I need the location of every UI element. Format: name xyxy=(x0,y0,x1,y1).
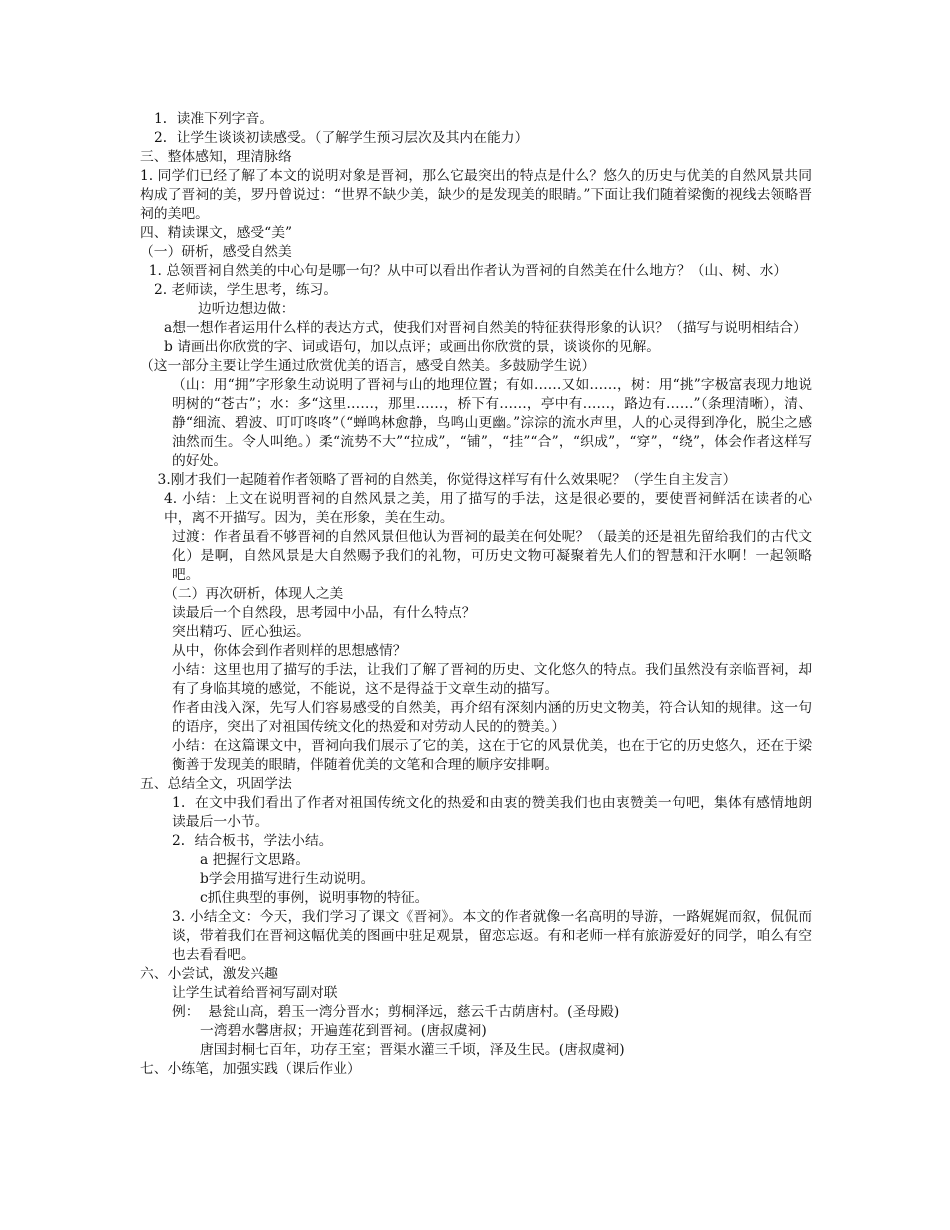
feature-answer: 突出精巧、匠心独运。 xyxy=(172,624,310,640)
task-b: b 请画出你欣赏的字、词或语句，加以点评；或画出你欣赏的景，谈谈你的见解。 xyxy=(164,339,661,355)
section-4-heading: 四、精读课文，感受“美” xyxy=(140,225,293,241)
feeling-question: 从中，你体会到作者则样的思想感情？ xyxy=(172,643,407,659)
document-page xyxy=(140,110,812,1079)
couplet-example-3: 唐国封桐七百年，功存王室；晋渠水灌三千顷，泽及生民。(唐叔虞祠) xyxy=(200,1042,625,1058)
step-teacher-reads: 2. 老师读，学生思考，练习。 xyxy=(154,282,338,298)
section-3-heading: 三、整体感知，理清脉络 xyxy=(140,149,292,165)
method-b: b学会用描写进行生动说明。 xyxy=(200,871,375,887)
couplet-instruction: 让学生试着给晋祠写副对联 xyxy=(172,985,338,1001)
step-read-pronunciation: 1．读准下列字音。 xyxy=(154,111,274,127)
analysis-paragraph: （山：用“拥”字形象生动说明了晋祠与山的地理位置；有如……又如……，树：用“挑”字极富表现力地说明树的“苍古”；水：多“这里……，那里……，桥下有……，亭中有……，路边有……”（条理清晰），清、静“细流、碧波、叮叮咚咚”（“蝉鸣林愈静，鸟鸣山更幽。”淙淙的流水声里，人的心灵得到净化，脱尘之感油然而生。令人叫绝。）柔“流势不大”“拉成”，“铺”，“挂”“合”，“织成”，“穿”，“绕”，体会作者这样写的好处。 xyxy=(172,377,812,469)
summary-description: 小结：这里也用了描写的手法，让我们了解了晋祠的历史、文化悠久的特点。我们虽然没有亲临晋祠，却有了身临其境的感觉，不能说，这不是得益于文章生动的描写。 xyxy=(172,662,812,697)
couplet-example-2: 一湾碧水馨唐叔；开遍莲花到晋祠。(唐叔虞祠) xyxy=(200,1023,487,1039)
summary-step-3: 3. 小结全文：今天，我们学习了课文《晋祠》。本文的作者就像一名高明的导游，一路娓娓而叙，侃侃而谈，带着我们在晋祠这幅优美的图画中驻足观景，留恋忘返。有和老师一样有旅游爱好的同学，咱么有空也去看看吧。 xyxy=(172,909,812,963)
section-6-heading: 六、小尝试，激发兴趣 xyxy=(140,966,278,982)
transition-paragraph: 过渡：作者虽看不够晋祠的自然风景但他认为晋祠的最美在何处呢？（最美的还是祖先留给我们的古代文化）是啊，自然风景是大自然赐予我们的礼物，可历史文物可凝聚着先人们的智慧和汗水啊！一起领略吧。 xyxy=(172,529,812,583)
section-5-heading: 五、总结全文，巩固学法 xyxy=(140,776,292,792)
question-central-sentence: 1. 总领晋祠自然美的中心句是哪一句？从中可以看出作者认为晋祠的自然美在什么地方？（山、树、水） xyxy=(140,263,788,279)
summary-4: 4. 小结：上文在说明晋祠的自然风景之美，用了描写的手法，这是很必要的，要使晋祠鲜活在读者的心中，离不开描写。因为，美在形象，美在生动。 xyxy=(164,491,812,526)
method-c: c抓住典型的事例，说明事物的特征。 xyxy=(200,890,429,906)
task-a: a想一想作者运用什么样的表达方式，使我们对晋祠自然美的特征获得形象的认识？（描写与说明相结合） xyxy=(164,320,807,336)
section-3-paragraph: 1. 同学们已经了解了本文的说明对象是晋祠，那么它最突出的特点是什么？悠久的历史与优美的自然风景共同构成了晋祠的美，罗丹曾说过：“世界不缺少美，缺少的是发现美的眼睛。”下面让我们随着梁衡的视线去领略晋祠的美吧。 xyxy=(140,168,812,222)
subsection-1-heading: （一）研析，感受自然美 xyxy=(140,244,292,260)
couplet-example-1: 例： 悬瓮山高，碧玉一湾分晋水；剪桐泽远，慈云千古荫唐村。(圣母殿) xyxy=(172,1004,620,1020)
question-effect: 3.刚才我们一起随着作者领略了晋祠的自然美，你觉得这样写有什么效果呢？（学生自主发言） xyxy=(140,472,737,488)
section-7-heading: 七、小练笔，加强实践（课后作业） xyxy=(140,1061,361,1077)
teaching-note: （这一部分主要让学生通过欣赏优美的语言，感受自然美。多鼓励学生说） xyxy=(140,358,596,374)
read-last-paragraph: 读最后一个自然段，思考园中小品，有什么特点？ xyxy=(172,605,476,621)
subsection-2-heading: （二）再次研析，体现人之美 xyxy=(164,586,344,602)
summary-step-2: 2．结合板书，学法小结。 xyxy=(172,833,333,849)
summary-beauty: 小结：在这篇课文中，晋祠向我们展示了它的美，这在于它的风景优美，也在于它的历史悠久，还在于梁衡善于发现美的眼睛，伴随着优美的文笔和合理的顺序安排啊。 xyxy=(172,738,812,773)
author-order-paragraph: 作者由浅入深，先写人们容易感受的自然美，再介绍有深刻内涵的历史文物美，符合认知的规律。这一句的语序，突出了对祖国传统文化的热爱和对劳动人民的的赞美。） xyxy=(172,700,812,735)
summary-step-1: 1．在文中我们看出了作者对祖国传统文化的热爱和由衷的赞美我们也由衷赞美一句吧，集体有感情地朗读最后一小节。 xyxy=(172,795,812,830)
method-a: a 把握行文思路。 xyxy=(200,852,310,868)
step-first-impression: 2．让学生谈谈初读感受。（了解学生预习层次及其内在能力） xyxy=(154,130,529,146)
listen-think-do: 边听边想边做： xyxy=(198,301,295,317)
